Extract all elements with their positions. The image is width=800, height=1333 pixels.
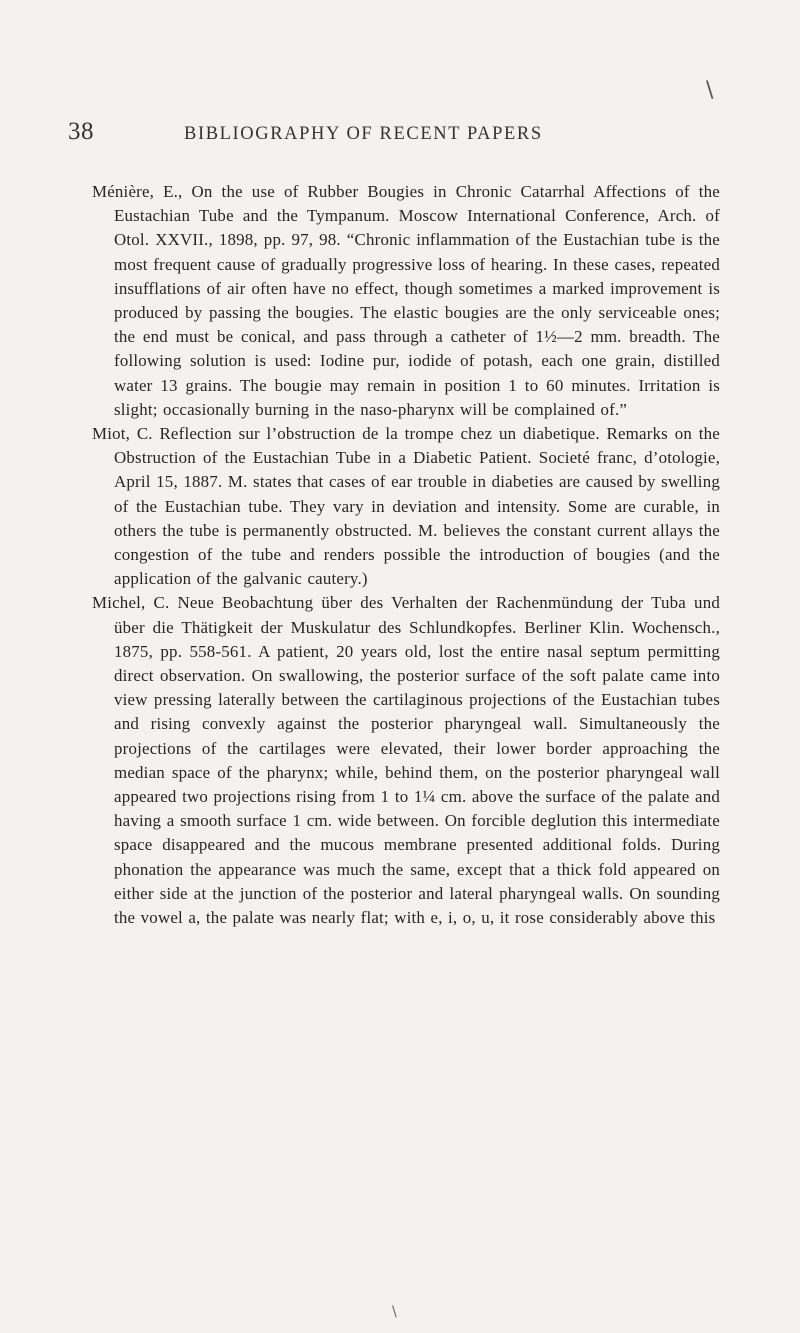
- page-header: [68, 118, 748, 154]
- page-number: 38: [68, 118, 94, 145]
- running-head: BIBLIOGRAPHY OF RECENT PAPERS: [184, 124, 543, 144]
- bibliography-entry-michel: Michel, C. Neue Beobachtung über des Verhalten der Rachenmündung der Tuba und über die Thätigkeit der Muskulatur des Schlundkopfes. Berliner Klin. Wochensch., 1875, pp. 558-561. A patient, 20 years old, lost the entire nasal septum permitting direct observation. On swallowing, the posterior surface of the soft palate came into view pressing laterally between the cartilaginous projections of the Eustachian tubes and rising convexly against the posterior pharyngeal wall. Simultaneously the projections of the cartilages were elevated, their lower border approaching the median space of the pharynx; while, behind them, on the posterior pharyngeal wall appeared two projections rising from 1 to 1¼ cm. above the surface of the palate and having a smooth surface 1 cm. wide between. On forcible deglution this intermediate space disappeared and the mucous membrane presented additional folds. During phonation the appearance was much the same, except that a thick fold appeared on either side at the junction of the posterior and lateral pharyngeal walls. On sounding the vowel a, the palate was nearly flat; with e, i, o, u, it rose considerably above this: [92, 593, 720, 928]
- footer-mark: \: [392, 1304, 397, 1320]
- bibliography-entries: [92, 180, 720, 930]
- bibliography-entry-meniere: Ménière, E., On the use of Rubber Bougies in Chronic Catarrhal Affections of the Eustachian Tube and the Tympanum. Moscow International Conference, Arch. of Otol. XXVII., 1898, pp. 97, 98. “Chronic inflammation of the Eustachian tube is the most frequent cause of gradually progressive loss of hearing. In these cases, repeated insufflations of air often have no effect, though sometimes a marked improvement is produced by passing the bougies. The elastic bougies are the only serviceable ones; the end must be conical, and pass through a catheter of 1½—2 mm. breadth. The following solution is used: Iodine pur, iodide of potash, each one grain, distilled water 13 grains. The bougie may remain in position 1 to 60 minutes. Irritation is slight; occasionally burning in the naso-pharynx will be complained of.”: [92, 182, 720, 419]
- stray-mark: \: [706, 78, 714, 103]
- bibliography-entry-miot: Miot, C. Reflection sur l’obstruction de la trompe chez un diabetique. Remarks on the Obstruction of the Eustachian Tube in a Diabetic Patient. Societé franc, d’otologie, April 15, 1887. M. states that cases of ear trouble in diabeties are caused by swelling of the Eustachian tube. They vary in deviation and intensity. Some are curable, in others the tube is permanently obstructed. M. believes the constant current allays the congestion of the tube and renders possible the introduction of bougies (and the application of the galvanic cautery.): [92, 424, 720, 589]
